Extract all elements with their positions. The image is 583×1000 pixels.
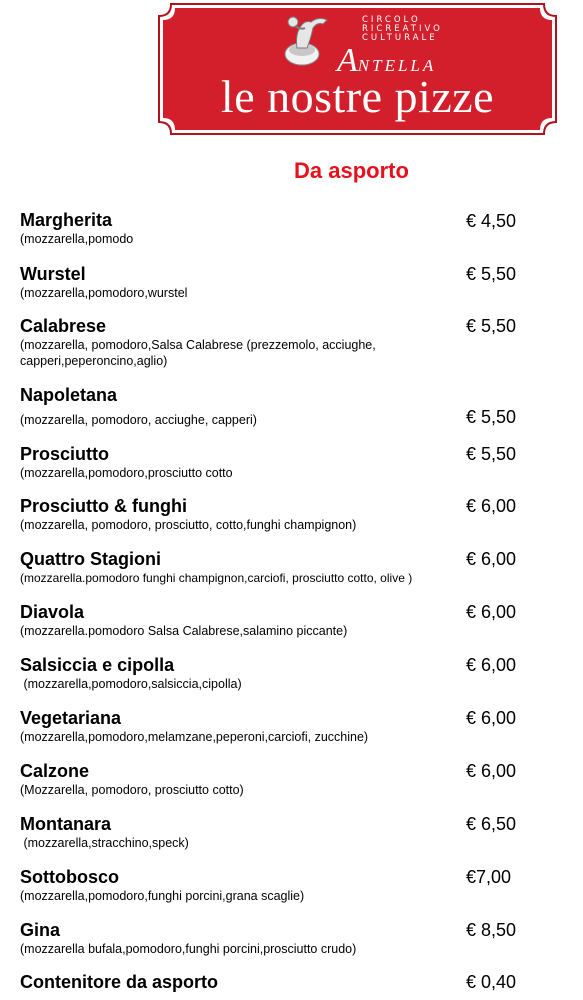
item-name: Contenitore da asporto xyxy=(20,972,219,992)
club-name-initial: A xyxy=(337,42,358,79)
item-description: (mozzarella, pomodoro, acciughe, capperi) xyxy=(20,413,257,427)
item-name: Salsiccia e cipolla xyxy=(20,655,175,675)
item-name: Montanara xyxy=(20,814,112,834)
club-line-3: CULTURALE xyxy=(362,33,438,43)
item-description: (mozzarella.pomodoro funghi champignon,carciofi, prosciutto cotto, olive ) xyxy=(20,571,413,585)
item-name: Wurstel xyxy=(20,264,86,284)
section-title: Da asporto xyxy=(294,158,409,183)
menu-item-salsiccia-cipolla xyxy=(20,655,520,692)
menu-item-vegetariana xyxy=(20,708,520,745)
item-price: € 6,00 xyxy=(466,655,517,675)
item-description: (mozzarella,stracchino,speck) xyxy=(20,836,189,850)
menu-item-montanara xyxy=(20,814,520,851)
item-name: Calzone xyxy=(20,761,90,781)
header-banner xyxy=(157,2,558,136)
menu-item-wurstel xyxy=(20,264,520,301)
item-description: (mozzarella, pomodoro, prosciutto, cotto,funghi champignon) xyxy=(20,518,357,532)
menu-item-calzone xyxy=(20,761,520,798)
item-price: € 6,00 xyxy=(466,602,517,622)
item-price: € 5,50 xyxy=(466,444,517,464)
item-price: € 6,00 xyxy=(466,496,517,516)
item-price: € 5,50 xyxy=(466,264,517,284)
item-price: € 4,50 xyxy=(466,211,517,231)
club-line-1: CIRCOLO xyxy=(362,15,421,25)
item-price: €7,00 xyxy=(466,867,512,887)
item-name: Gina xyxy=(20,920,61,940)
club-logo-icon xyxy=(275,10,345,70)
item-description: (mozzarella bufala,pomodoro,funghi porcini,prosciutto crudo) xyxy=(20,942,357,956)
menu-item-prosciutto xyxy=(20,444,520,481)
item-price: € 5,50 xyxy=(466,407,517,427)
menu-item-gina xyxy=(20,920,520,957)
item-price: € 6,50 xyxy=(466,814,517,834)
club-line-2: RICREATIVO xyxy=(362,24,443,34)
menu-item-margherita xyxy=(20,210,520,247)
item-name: Sottobosco xyxy=(20,867,119,887)
club-name-lines xyxy=(362,16,443,43)
item-description: (mozzarella,pomodoro,funghi porcini,grana scaglie) xyxy=(20,889,305,903)
menu-item-calabrese xyxy=(20,316,520,369)
item-price: € 6,00 xyxy=(466,549,517,569)
item-price: € 5,50 xyxy=(466,316,517,336)
item-price: € 0,40 xyxy=(466,972,517,992)
item-description: (mozzarella.pomodoro Salsa Calabrese,salamino piccante) xyxy=(20,624,348,638)
item-name: Napoletana xyxy=(20,385,118,405)
menu-item-napoletana xyxy=(20,385,520,428)
item-description: (mozzarella,pomodoro,salsiccia,cipolla) xyxy=(20,677,242,691)
item-description: (mozzarella,pomodoro,wurstel xyxy=(20,286,188,300)
menu-item-sottobosco xyxy=(20,867,520,904)
menu-item-contenitore xyxy=(20,972,520,992)
item-description: (mozzarella, pomodoro,Salsa Calabrese (prezzemolo, acciughe, capperi,peperoncino,aglio) xyxy=(20,338,376,368)
item-description: (mozzarella,pomodoro,prosciutto cotto xyxy=(20,466,233,480)
item-price: € 8,50 xyxy=(466,920,517,940)
item-name: Calabrese xyxy=(20,316,107,336)
item-description: (Mozzarella, pomodoro, prosciutto cotto) xyxy=(20,783,244,797)
item-name: Diavola xyxy=(20,602,85,622)
banner-title: le nostre pizze xyxy=(220,71,495,122)
item-name: Prosciutto & funghi xyxy=(20,496,187,516)
item-description: (mozzarella,pomodoro,melamzane,peperoni,carciofi, zucchine) xyxy=(20,730,369,744)
club-name-rest: NTELLA xyxy=(357,56,437,75)
menu-item-prosciutto-funghi xyxy=(20,496,520,533)
item-name: Vegetariana xyxy=(20,708,122,728)
item-name: Prosciutto xyxy=(20,444,110,464)
item-description: (mozzarella,pomodo xyxy=(20,232,134,246)
item-name: Margherita xyxy=(20,210,113,230)
menu-item-diavola xyxy=(20,602,520,639)
item-name: Quattro Stagioni xyxy=(20,549,161,569)
item-price: € 6,00 xyxy=(466,761,517,781)
item-price: € 6,00 xyxy=(466,708,517,728)
menu-item-quattro-stagioni xyxy=(20,549,520,586)
